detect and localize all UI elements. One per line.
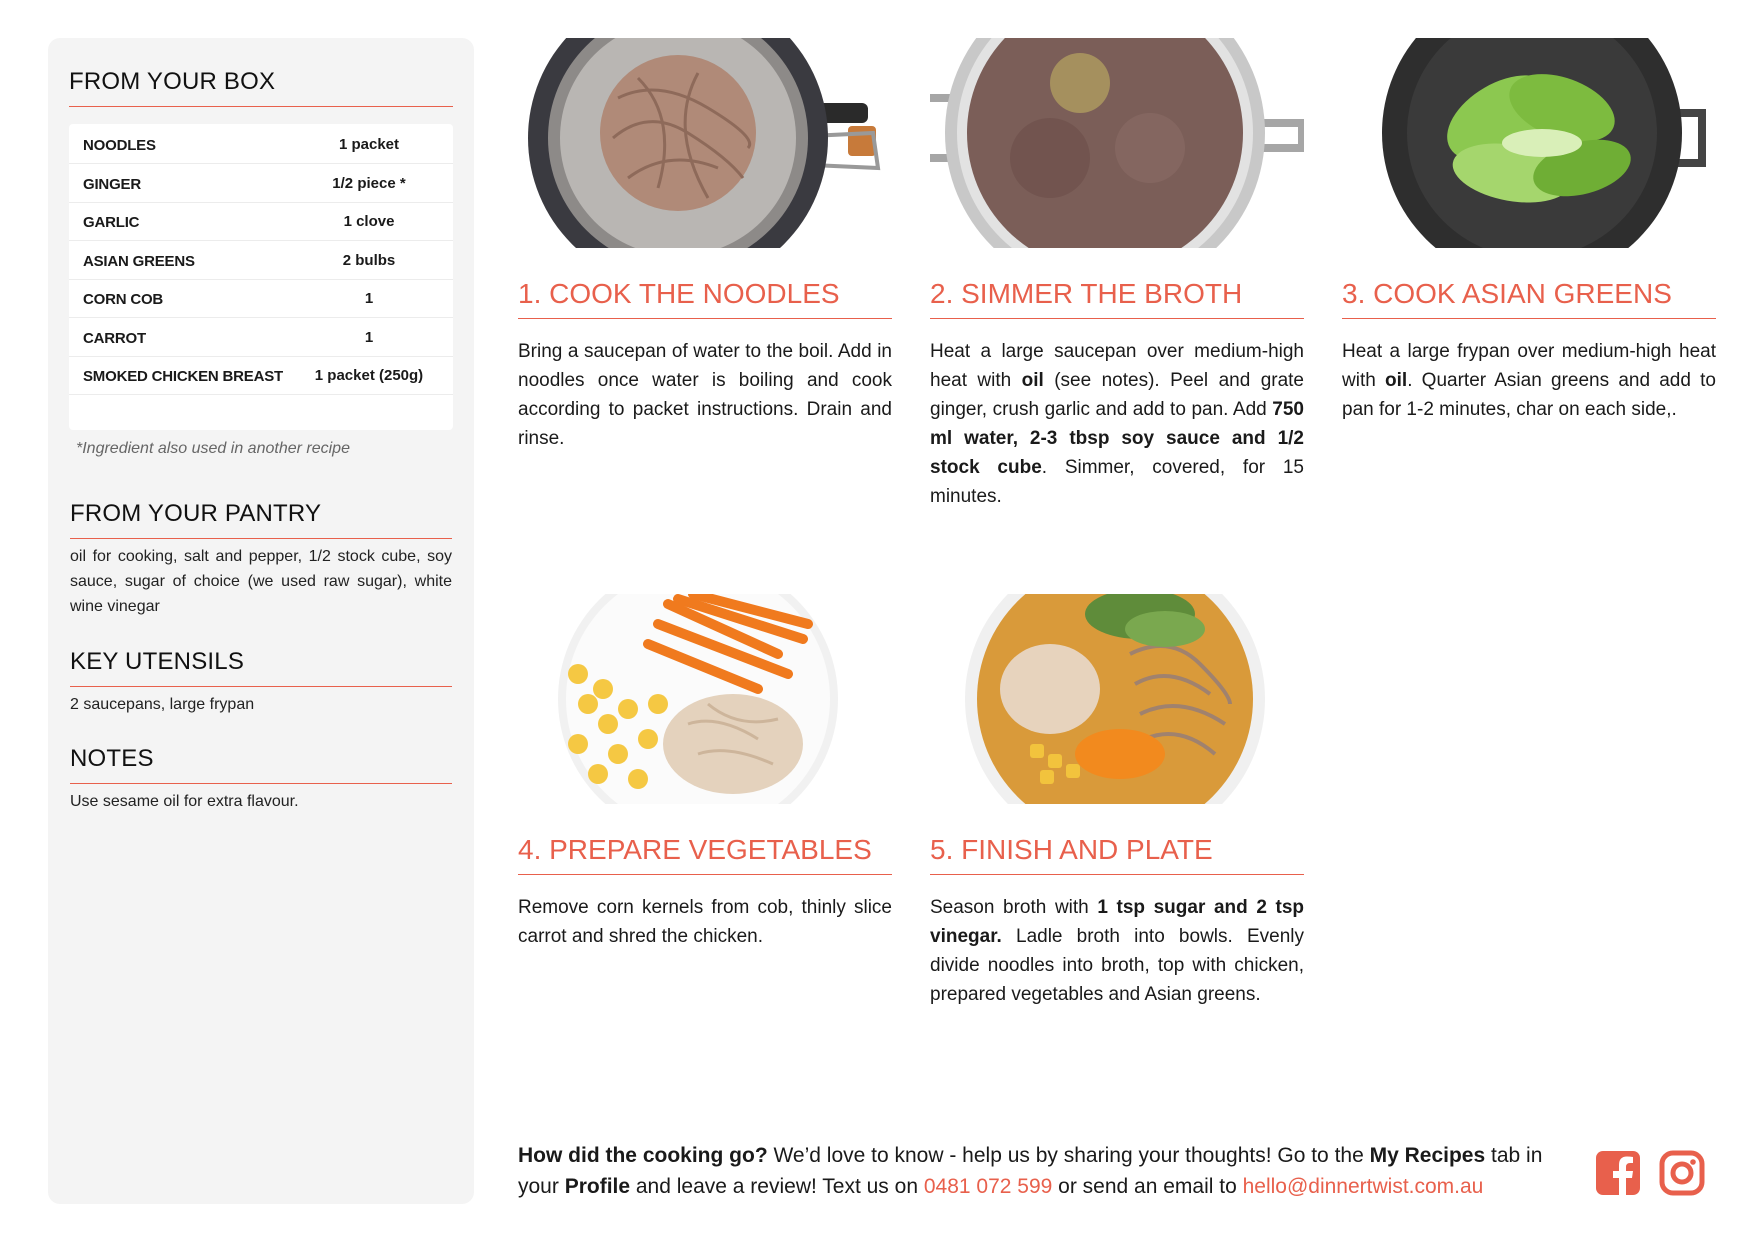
step-5-title: 5. FINISH AND PLATE	[930, 834, 1304, 875]
contact-link[interactable]: hello@dinnertwist.com.au	[1242, 1175, 1484, 1198]
contact-link[interactable]: 0481 072 599	[923, 1175, 1053, 1198]
ingredient-name: NOODLES	[83, 137, 156, 154]
step-1-title: 1. COOK THE NOODLES	[518, 278, 892, 319]
body-text: Bring a saucepan of water to the boil. Add in noodles once water is boiling and cook according to packet instructions. Drain and rinse.	[518, 341, 892, 449]
ingredient-name: SMOKED CHICKEN BREAST	[83, 368, 283, 385]
step-4-title: 4. PREPARE VEGETABLES	[518, 834, 892, 875]
facebook-icon[interactable]	[1595, 1150, 1641, 1196]
body-text: . Simmer, covered, for 15 minutes.	[930, 457, 1305, 507]
body-text: Remove corn kernels from cob, thinly slice carrot and shred the chicken.	[518, 897, 892, 947]
body-text: . Quarter Asian greens and add to pan for 1-2 minutes, char on each side,.	[1342, 370, 1716, 420]
step-3-body	[1342, 337, 1716, 424]
broth-saucepan-photo	[930, 38, 1304, 248]
notes-title: NOTES	[70, 745, 452, 784]
ingredient-quantity: 1	[364, 328, 374, 346]
ingredient-row	[69, 242, 453, 280]
body-text: and leave a review! Text us on	[630, 1175, 924, 1198]
ingredient-name: CORN COB	[83, 291, 164, 308]
bold-text: 750 ml water, 2-3 tbsp soy sauce and 1/2 stock cube	[930, 399, 1304, 478]
body-text: (see notes). Peel and grate ginger, crush garlic and add to pan. Add	[930, 370, 1304, 420]
ingredient-quantity: 1 clove	[343, 213, 395, 230]
ingredient-quantity: 1 packet (250g)	[314, 367, 424, 384]
ingredient-quantity: 1 packet	[338, 136, 400, 153]
pantry-text: oil for cooking, salt and pepper, 1/2 stock cube, soy sauce, sugar of choice (we used raw sugar), white wine vinegar	[70, 548, 452, 615]
body-text: or send an email to	[1052, 1175, 1243, 1198]
body-text: Heat a large frypan over medium-high heat with	[1342, 341, 1716, 391]
ingredient-quantity: 1/2 piece *	[332, 174, 406, 192]
ingredient-name: GARLIC	[83, 214, 140, 231]
ingredient-quantity: 1	[364, 290, 374, 307]
bold-text: How did the cooking go?	[518, 1144, 768, 1167]
ingredient-row	[69, 357, 453, 395]
from-your-pantry-title: FROM YOUR PANTRY	[70, 500, 452, 539]
utensils-text: 2 saucepans, large frypan	[70, 696, 255, 713]
ingredients-table	[69, 124, 453, 430]
ingredient-row	[69, 203, 453, 241]
review-footer	[518, 1140, 1578, 1202]
ingredient-row	[69, 165, 453, 203]
ingredient-name: GINGER	[83, 175, 141, 193]
step-1-body	[518, 337, 892, 453]
asian-greens-frypan-photo	[1342, 38, 1716, 248]
body-text: Heat a large saucepan over medium-high heat with	[930, 341, 1304, 391]
step-2-body	[930, 337, 1304, 511]
body-text: We’d love to know - help us by sharing your thoughts! Go to the	[767, 1144, 1370, 1167]
ingredient-row	[69, 280, 453, 318]
ingredients-sidebar	[48, 38, 474, 1204]
body-text: Ladle broth into bowls. Evenly divide noodles into broth, top with chicken, prepared vegetables and Asian greens.	[930, 926, 1304, 1005]
bold-text: oil	[1385, 370, 1408, 391]
body-text: tab in your	[518, 1144, 1543, 1198]
bold-text: oil	[1021, 370, 1044, 391]
body-text: Season broth with	[930, 897, 1098, 918]
step-2-title: 2. SIMMER THE BROTH	[930, 278, 1304, 319]
footnote: *Ingredient also used in another recipe	[76, 440, 350, 457]
notes-text: Use sesame oil for extra flavour.	[70, 793, 299, 810]
bold-text: Profile	[564, 1175, 631, 1198]
ingredient-row	[69, 126, 453, 164]
finished-bowl-photo	[930, 594, 1304, 804]
key-utensils-title: KEY UTENSILS	[70, 648, 452, 687]
noodles-strainer-photo	[518, 38, 892, 248]
bold-text: 1 tsp sugar and 2 tsp vinegar.	[930, 897, 1305, 947]
prepared-vegetables-photo	[518, 594, 892, 804]
ingredient-row	[69, 319, 453, 357]
from-your-box-title: FROM YOUR BOX	[69, 68, 453, 107]
step-3-title: 3. COOK ASIAN GREENS	[1342, 278, 1716, 319]
step-5-body	[930, 893, 1304, 1009]
ingredient-name: ASIAN GREENS	[83, 252, 195, 270]
ingredient-quantity: 2 bulbs	[342, 251, 396, 269]
ingredient-name: CARROT	[83, 329, 146, 347]
step-4-body	[518, 893, 892, 951]
bold-text: My Recipes	[1369, 1144, 1486, 1167]
instagram-icon[interactable]	[1659, 1150, 1705, 1196]
